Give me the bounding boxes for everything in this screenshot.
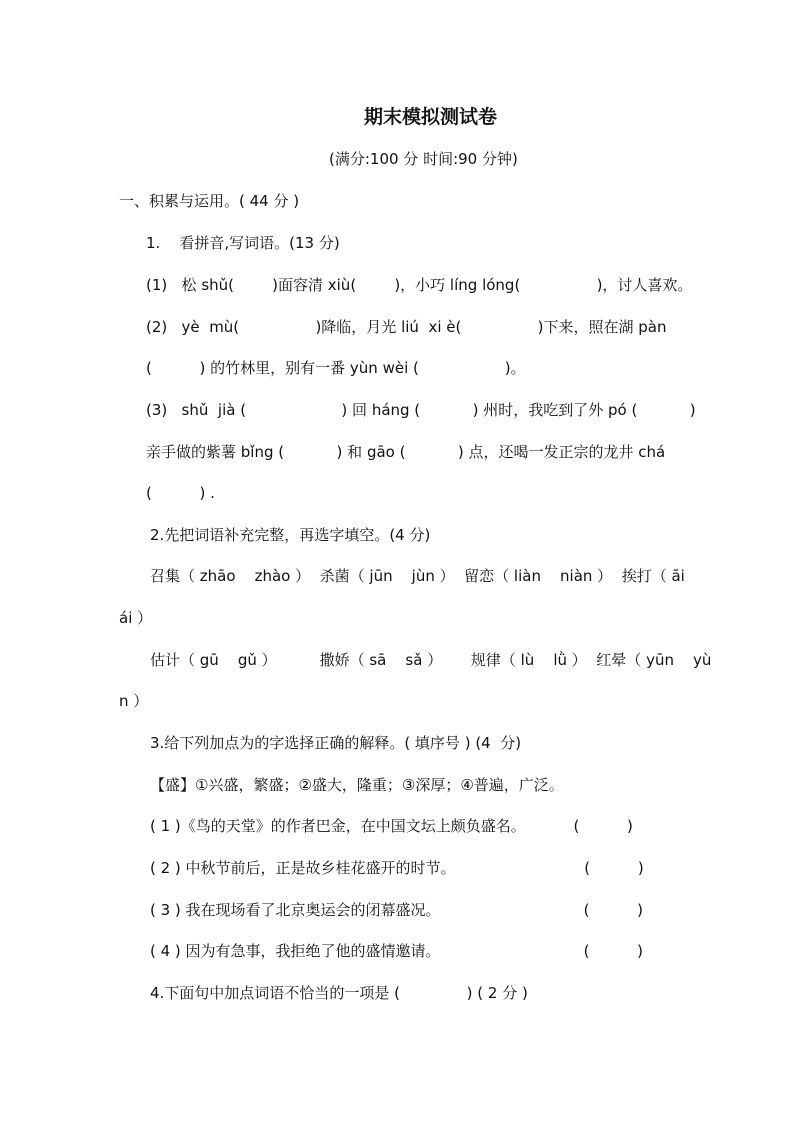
question-4-heading: 4.下面句中加点词语不恰当的一项是 ( ) ( 2 分 ) [150, 984, 528, 1002]
exam-title: 期末模拟测试卷 [364, 106, 498, 128]
question-1-line: ( ) . [146, 484, 215, 502]
question-2-line: ái ） [119, 609, 153, 627]
question-2-line: 召集（ zhāo zhào ） 杀菌（ jūn jùn ） 留恋（ liàn niàn ） 挨打（ āi [150, 567, 685, 585]
question-1-line: ( ) 的竹林里，别有一番 yùn wèi ( )。 [146, 359, 526, 377]
question-3-heading: 3.给下列加点为的字选择正确的解释。( 填序号 ) (4 分) [150, 734, 522, 752]
question-3-item: ( 2 ) 中秋节前后，正是故乡桂花盛开的时节。 ( ) [150, 859, 644, 877]
question-2-line: n ） [119, 692, 149, 710]
question-1-line: (1) 松 shǔ( )面容清 xiù( )，小巧 líng lóng( )，讨人喜欢。 [146, 276, 693, 294]
question-1-heading: 1. 看拼音,写词语。(13 分) [146, 234, 340, 252]
section-1-heading: 一、积累与运用。( 44 分 ) [119, 192, 300, 210]
question-3-item: ( 3 ) 我在现场看了北京奥运会的闭幕盛况。 ( ) [150, 901, 643, 919]
question-3-item: ( 1 )《鸟的天堂》的作者巴金，在中国文坛上颇负盛名。 ( ) [150, 817, 633, 835]
question-1-line: 亲手做的紫薯 bǐng ( ) 和 gāo ( ) 点，还喝一发正宗的龙井 chá [146, 443, 666, 461]
exam-subtitle: (满分:100 分 时间:90 分钟) [329, 150, 518, 168]
question-3-definition: 【盛】①兴盛，繁盛；②盛大，隆重；③深厚；④普遍，广泛。 [150, 776, 564, 794]
question-2-line: 估计（ gū gǔ ） 撒娇（ sā sǎ ） 规律（ lù lǜ ） 红晕（ yūn yù [150, 651, 712, 669]
question-1-line: (3) shǔ jià ( ) 回 háng ( ) 州时，我吃到了外 pó ( ) [146, 401, 696, 419]
question-3-item: ( 4 ) 因为有急事，我拒绝了他的盛情邀请。 ( ) [150, 942, 643, 960]
question-2-heading: 2.先把词语补充完整，再选字填空。(4 分) [150, 526, 431, 544]
question-1-line: (2) yè mù( )降临，月光 liú xi è( )下来，照在湖 pàn [146, 318, 667, 336]
